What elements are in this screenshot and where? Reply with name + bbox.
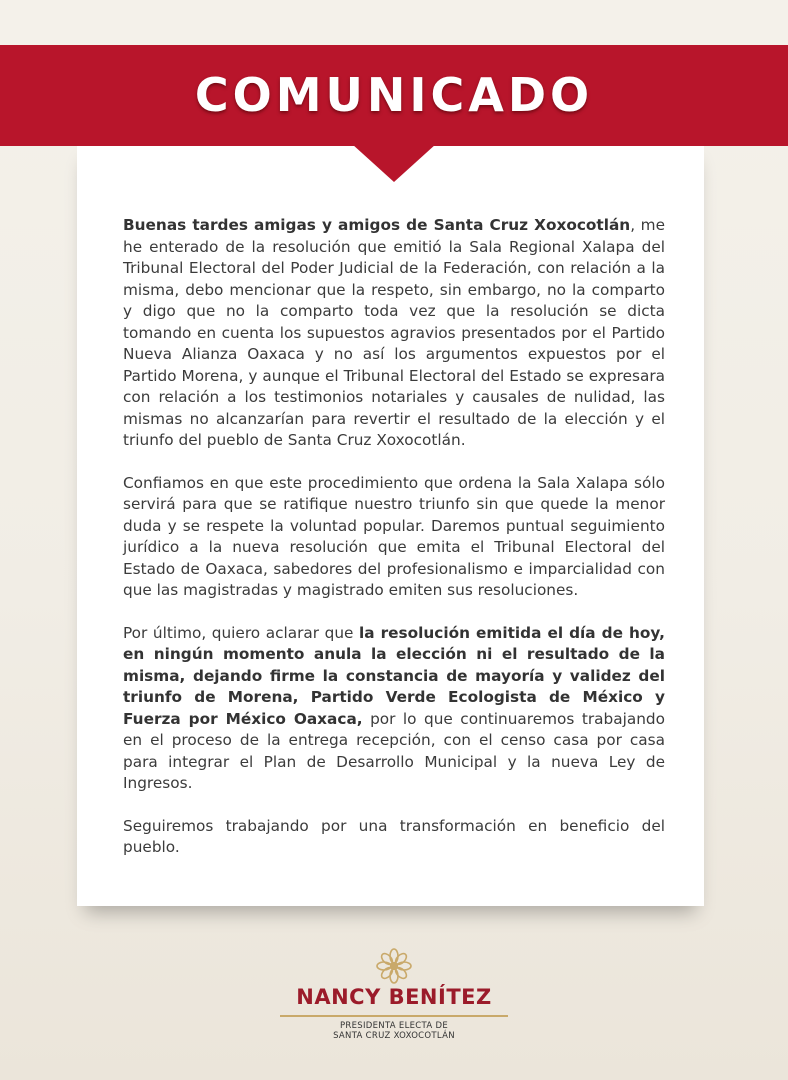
signature-divider (280, 1015, 508, 1017)
paragraph-3 (123, 623, 665, 795)
signatory-title (0, 1021, 788, 1041)
paragraph-4: Seguiremos trabajando por una transformación en beneficio del pueblo. (123, 816, 665, 856)
flower-emblem-icon (376, 948, 412, 984)
statement-body (123, 215, 665, 880)
signatory-name: NANCY BENÍTEZ (296, 985, 492, 1009)
banner-pointer (352, 144, 436, 182)
signatory-title-line-1: PRESIDENTA ELECTA DE (339, 1021, 448, 1031)
paragraph-3-intro: Por último, quiero aclarar que (123, 623, 360, 642)
paragraph-1 (123, 215, 665, 452)
page-title: COMUNICADO (194, 68, 594, 122)
paragraph-3-bold: la resolución emitida el día de hoy, en ningún momento anula la elección ni el resultado de la misma, dejando firme la constancia de mayoría y validez del triunfo de Morena, Partido Verde Ecologista de México y Fuerza por México Oaxaca, (123, 623, 665, 728)
paragraph-1-text: , me he enterado de la resolución que emitió la Sala Regional Xalapa del Tribunal Electoral del Poder Judicial de la Federación, con relación a la misma, debo mencionar que la respeto, sin embargo, no la comparto y digo que no la comparto toda vez que la resolución se dicta tomando en cuenta los supuestos agravios presentados por el Partido Nueva Alianza Oaxaca y no así los argumentos expuestos por el Partido Morena, y aunque el Tribunal Electoral del Estado se expresara con relación a los testimonios notariales y causales de nulidad, las mismas no alcanzarían para revertir el resultado de la elección y el triunfo del pueblo de Santa Cruz Xoxocotlán. (123, 216, 665, 449)
paragraph-2: Confiamos en que este procedimiento que ordena la Sala Xalapa sólo servirá para que se ratifique nuestro triunfo sin que quede la menor duda y se respete la voluntad popular. Daremos puntual seguimiento jurídico a la nueva resolución que emita el Tribunal Electoral del Estado de Oaxaca, sabedores del profesionalismo e imparcialidad con que las magistradas y magistrado emiten sus resoluciones. (123, 473, 665, 599)
signatory-title-line-2: SANTA CRUZ XOXOCOTLÁN (333, 1031, 455, 1041)
greeting-bold: Buenas tardes amigas y amigos de Santa Cruz Xoxocotlán (123, 216, 631, 234)
paragraph-3-rest: por lo que continuaremos trabajando en el proceso de la entrega recepción, con el censo casa por casa para integrar el Plan de Desarrollo Municipal y la nueva Ley de Ingresos. (123, 709, 665, 792)
